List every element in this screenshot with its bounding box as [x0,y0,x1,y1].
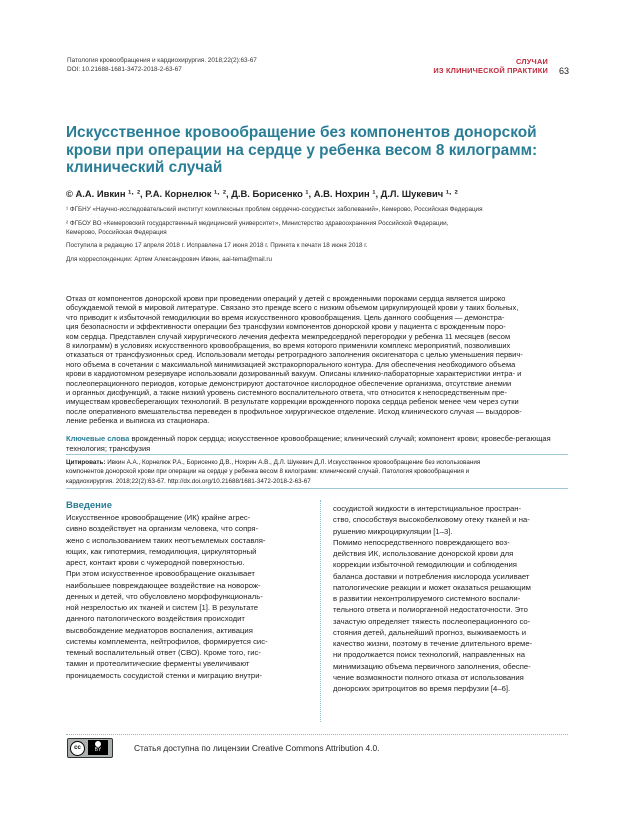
affiliation-1: ¹ ФГБНУ «Научно-исследовательский институт комплексных проблем сердечно-сосудистых заболеваний», Кемерово, Российская Федерация [66,206,483,213]
keywords-text: врожденный порок сердца; искусственное кровообращение; клинический случай; компонент крови; кровесбе-регающая технология; трансфузия [66,434,551,453]
affiliation-2: ² ФГБОУ ВО «Кемеровский государственный медицинский университет», Министерство здравоохранения Российской Федерации, [66,220,449,227]
page-number: 63 [559,66,570,76]
section-label-line2: ИЗ КЛИНИЧЕСКОЙ ПРАКТИКИ [433,66,548,75]
affiliation-2-city: Кемерово, Российская Федерация [66,229,167,236]
section-heading-introduction: Введение [66,500,113,511]
correspondence: Для корреспонденции: Артем Александрович Ивкин, aai-tema@mail.ru [66,256,273,263]
cc-icon: cc [70,741,85,756]
section-label-line1: СЛУЧАИ [516,57,548,66]
keywords-label: Ключевые слова [66,434,130,443]
cite-label: Цитировать: [66,459,106,466]
divider [66,454,568,455]
article-title: Искусственное кровообращение без компонентов донорской крови при операции на сердце у ребенка весом 8 килограмм: клинический случай [66,124,538,176]
divider [66,734,568,735]
body-column-left: Искусственное кровообращение (ИК) крайне агрес- сивно воздействует на организм человека, что сопря- жено с использованием таких неотъемлемых составля- ющих, как гипотермия, гемодилюция, циркуляторный арест, контакт крови с чужеродной поверхностью. При этом искусственное кровообращение оказывает наибольшее повреждающее воздействие на новорож- денных и детей, что обусловлено морфофункциональ- ной незрелостью их тканей и систем [1]. В результате данного патологического воздействия происходит высвобождение медиаторов воспаления, активация системы комплемента, нейтрофилов, формируется сис- темный воспалительный ответ (СВО). Кроме того, гис- тамин и протеолитические ферменты увеличивают проницаемость сосудистой стенки и миграцию внутри- [66,513,268,680]
citation [66,458,568,486]
license-text: Статья доступна по лицензии Creative Commons Attribution 4.0. [134,743,380,753]
divider [66,488,568,489]
by-label: BY [94,747,102,753]
keywords [66,434,568,453]
cc-by-license-icon[interactable] [67,738,113,758]
cite-text: Ивкин А.А., Корнелюк Р.А., Борисенко Д.В., Нохрин А.В., Д.Л. Шукевич Д.Л. Искусственное кровообращение без использования компонентов донорской крови при операции на сердце у ребенка весом 8 килограмм: клинический случай. Патология кровообращения и кардиохирургия. 2018;22(2):63-67. http://dx.doi.org/10.21688/1681-3472-2018-2-63-67 [66,459,481,485]
abstract [66,294,568,426]
doi[interactable]: DOI: 10.21688-1681-3472-2018-2-63-67 [67,66,182,73]
abstract-text: Отказ от компонентов донорской крови при проведении операций у детей с врожденными пороками сердца является широко обсуждаемой темой в мировой литературе. Связано это прежде всего с низким объемом циркулирующей крови у таких больных, что приводит к избыточной гемодилюции во время искусственного кровообращения. Цель данного сообщения — демонстра- ция безопасности и эффективности операции без трансфузии компонентов донорской крови у пациента с врожденным поро- ком сердца. Представлен случай хирургического лечения дефекта межпредсердной перегородки у ребенка 11 месяцев (весом 8 килограмм) в условиях искусственного кровообращения, во время которого применили комплекс мероприятий, позволивших отказаться от трансфузионных сред. Использовали методы ретроградного заполнения оксигенатора с целью уменьшения первич- ного объема в сочетании с максимальной минимизацией экстракорпорального контура. Для обеспечения необходимого объема крови в кардиотомном резервуаре использовали дозированный вакуум. Описаны клинико-лабораторные характеристики интра- и послеоперационного периодов, которые демонстрируют достаточное кислородное обеспечение организма, отсутствие анемии и органных дисфункций, а также низкий уровень системного воспалительного ответа, что относится к непосредственным пре- имуществам кровесберегающих технологий. В результате коррекции врожденного порока сердца ребенок менее чем через сутки после оперативного вмешательства переведен в профильное хирургическое отделение. Исход клинического случая — выздоров- ление ребенка и выписка из стационара. [66,294,523,426]
by-icon [88,740,108,755]
journal-citation: Патология кровообращения и кардиохирургия. 2018;22(2):63-67 [67,57,257,64]
received-dates: Поступила в редакцию 17 апреля 2018 г. Исправлена 17 июня 2018 г. Принята к печати 18 июня 2018 г. [66,242,368,249]
section-label [433,57,548,75]
authors: © А.А. Ивкин ¹· ², Р.А. Корнелюк ¹· ², Д.В. Борисенко ¹, А.В. Нохрин ¹, Д.Л. Шукевич ¹· ² [66,188,458,199]
column-divider [320,500,321,722]
running-header [67,56,257,74]
body-column-right: сосудистой жидкости в интерстициальное простран- ство, способствуя высокобелковому отеку тканей и на- рушению микроциркуляции [1–3]. Помимо непосредственного повреждающего воз- действия ИК, использование донорской крови для коррекции избыточной гемодилюции и соблюдения баланса доставки и потребления кислорода усиливает патологические реакции и может оказаться решающим в развитии неконтролируемого системного воспали- тельного ответа и полиорганной недостаточности. Это зачастую определяет тяжесть послеоперационного со- стояния детей, дальнейший прогноз, выживаемость и качество жизни, поэтому в течение длительного време- ни продолжается поиск технологий, направленных на минимизацию объема первичного заполнения, обеспе- чение возможности полного отказа от использования донорских эритроцитов во время перфузии [4–6]. [333,504,533,693]
